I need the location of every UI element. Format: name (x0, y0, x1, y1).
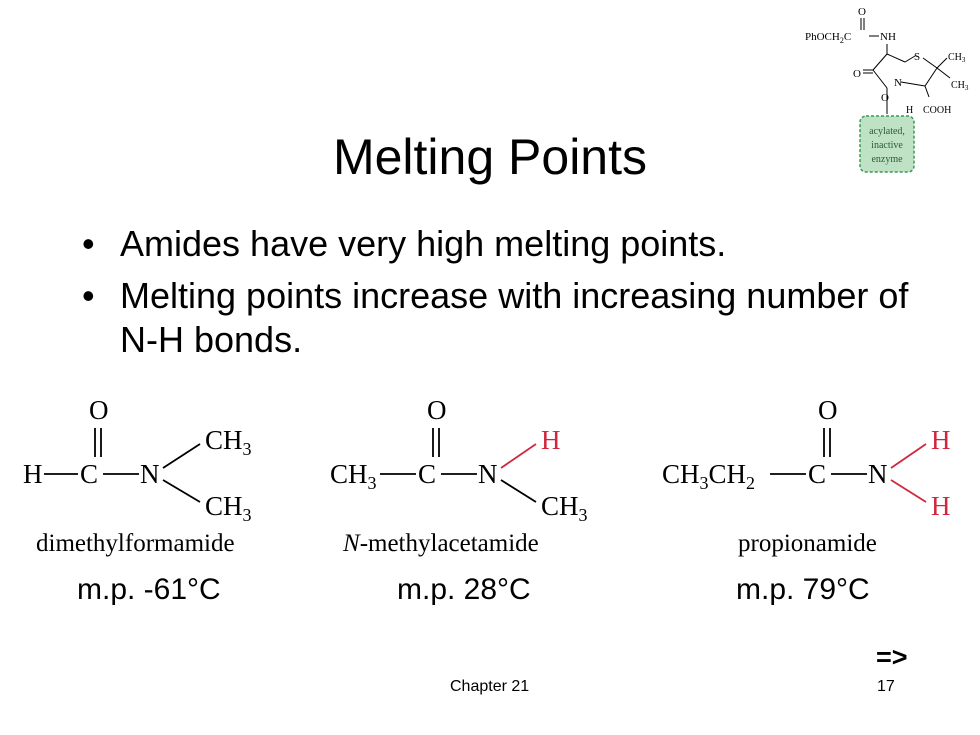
dmf-melting-point: m.p. -61°C (77, 573, 221, 606)
propionamide-structure (662, 395, 951, 557)
inset-cooh: COOH (923, 105, 952, 116)
prop-nitrogen: N (868, 459, 888, 489)
bullet-list (82, 222, 942, 370)
inset-carbonyl-group (805, 6, 896, 45)
bullet-item (82, 274, 942, 362)
dmf-name: dimethylformamide (36, 530, 235, 557)
inset-oxygen-left: O (853, 68, 861, 80)
nma-name: N-methylacetamide (343, 530, 539, 557)
inset-oxygen-link: O (881, 92, 889, 104)
enzyme-line-3: enzyme (871, 154, 903, 165)
nma-nh-hydrogen: H (541, 425, 561, 455)
bullet-text: Amides have very high melting points. (120, 223, 727, 264)
footer-chapter: Chapter 21 (450, 678, 530, 695)
enzyme-line-2: inactive (871, 140, 903, 151)
inset-nh-label: NH (880, 31, 896, 43)
dmf-hydrogen: H (23, 459, 43, 489)
nma-nitrogen: N (478, 459, 498, 489)
prop-nh-hydrogen-bottom: H (931, 491, 951, 521)
amide-structures (0, 390, 980, 565)
dimethylformamide-structure (23, 395, 252, 557)
enzyme-line-1: acylated, (869, 126, 905, 137)
nma-melting-point: m.p. 28°C (397, 573, 531, 606)
inset-sulfur: S (914, 51, 921, 63)
prop-oxygen: O (818, 395, 838, 425)
nma-methyl-left: $CH_3$ (330, 459, 377, 493)
prop-ethyl-group: $CH_3CH_2$ (662, 459, 756, 493)
prop-carbon: C (808, 459, 827, 489)
dmf-methyl-bottom: $CH_3$ (205, 491, 252, 525)
prop-nh-hydrogen-top: H (931, 425, 951, 455)
nma-methyl-n: $CH_3$ (541, 491, 588, 525)
inset-methyl-bottom: $CH_3$ (951, 80, 969, 92)
inset-phoch2-label: PhOCH$_2$C (805, 31, 852, 45)
bullet-dot: • (82, 223, 95, 264)
dmf-methyl-top: $CH_3$ (205, 425, 252, 459)
footer-page-number: 17 (877, 678, 895, 695)
inset-methyl-top: $CH_3$ (948, 52, 966, 64)
slide-title: Melting Points (332, 129, 648, 185)
bullet-item (82, 222, 942, 266)
inset-beta-lactam-ring (863, 44, 950, 114)
bullet-text: Melting points increase with increasing number of N-H bonds. (120, 275, 909, 360)
n-methylacetamide-structure (330, 395, 588, 557)
dmf-nitrogen: N (140, 459, 160, 489)
inset-hydrogen: H (906, 105, 914, 116)
bullet-dot: • (82, 275, 95, 316)
inset-oxygen-top: O (858, 6, 866, 18)
dmf-carbon: C (80, 459, 99, 489)
prop-name: propionamide (738, 530, 877, 557)
next-arrow: => (876, 642, 908, 672)
inset-nitrogen: N (894, 77, 902, 89)
prop-melting-point: m.p. 79°C (736, 573, 870, 606)
nma-oxygen: O (427, 395, 447, 425)
dmf-oxygen: O (89, 395, 109, 425)
nma-carbon: C (418, 459, 437, 489)
